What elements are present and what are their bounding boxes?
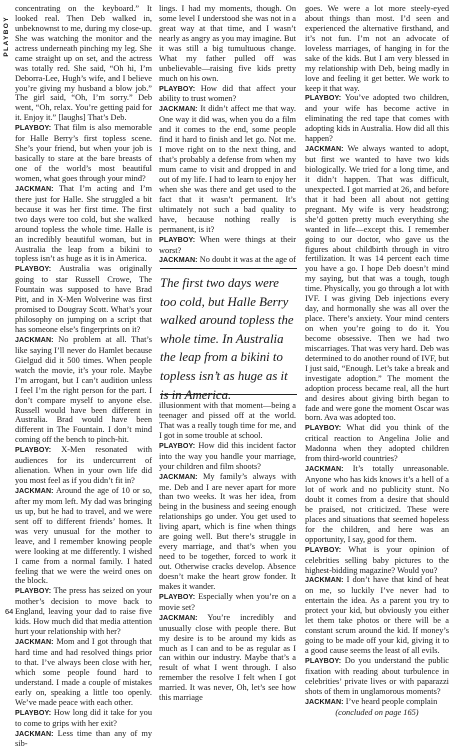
paragraph-text: I don’t have that kind of heat on me, so luckily I’ve never had to entertain the idea. As a parent you try to protect your kid, but obviously you either let them take photos or there will be a constant scrum around the kid. If money’s going to be made off your kid, giving it to a good cause seems the least of all evils. bbox=[305, 575, 449, 655]
interview-paragraph bbox=[15, 335, 152, 445]
speaker-label: JACKMAN: bbox=[159, 256, 198, 264]
speaker-label: PLAYBOY: bbox=[159, 593, 195, 601]
interview-paragraph bbox=[15, 184, 152, 265]
column-2-bottom-text bbox=[159, 401, 296, 703]
paragraph-text: It’s totally unreasonable. Anyone who has kids knows it’s a hell of a lot of work and no publicity stunt. No doubt it comes from a desire that should be praised, not criticized. These were places and situations that seemed hopeless for the children, and here was an opportunity, I say, good for them. bbox=[305, 464, 449, 544]
interview-paragraph bbox=[305, 464, 449, 545]
interview-paragraph bbox=[15, 637, 152, 708]
speaker-label: JACKMAN: bbox=[15, 487, 54, 495]
paragraph-text: That film is also memorable for Halle Berry’s first topless scene. She’s your friend, but when your job is basically to stare at the bare breasts of one of the world’s most beautiful women, what goes through your mind? bbox=[15, 123, 152, 183]
paragraph-text: No doubt it was at the age of bbox=[159, 255, 296, 264]
paragraph-text: No problem at all. That’s like saying I’ll never do Hamlet because Gielgud did it 500 times. When people watch the movie, it’s your role. Maybe I’m arrogant, but I can’t audition unless I feel I’m the right person for the part. I don’t compare myself to anyone else. Russell would have been different in Australia. Brad would have been different in The Fountain. I don’t mind coming off the bench to pinch-hit. bbox=[15, 335, 152, 444]
article-column-3 bbox=[305, 4, 449, 718]
interview-paragraph bbox=[15, 729, 152, 749]
speaker-label: PLAYBOY: bbox=[159, 236, 195, 244]
interview-paragraph bbox=[15, 708, 152, 729]
interview-paragraph bbox=[159, 472, 296, 592]
paragraph-text: Around the age of 10 or so, after my mom left. My dad was bringing us up, but he had to travel, and we were sent off to different friends’ homes. It was very unusual for the mother to leave, and I remember knowing people were looking at me differently. I wished I came from a normal family. I hated feeling that we were the weird ones on the block. bbox=[15, 486, 152, 585]
paragraph-text: What did you think of the critical reaction to Angelina Jolie and Madonna when they adopted children from third-world countries? bbox=[305, 423, 449, 463]
paragraph-text: The press has seized on your mother’s decision to move back to England, leaving your dad to raise five kids. How much did that media attention hurt your relationship with her? bbox=[15, 586, 152, 636]
speaker-label: JACKMAN: bbox=[15, 730, 54, 738]
interview-paragraph bbox=[15, 264, 152, 335]
speaker-label: PLAYBOY: bbox=[159, 442, 195, 450]
interview-paragraph bbox=[305, 423, 449, 464]
paragraph-text: Do you understand the public fixation with reading about turbulence in celebrities’ private lives or with paparazzi shots of them in unglamorous moments? bbox=[305, 656, 449, 696]
interview-paragraph bbox=[159, 255, 296, 264]
interview-paragraph bbox=[305, 656, 449, 697]
paragraph-text: Especially when you’re on a movie set? bbox=[159, 592, 296, 612]
interview-paragraph bbox=[15, 445, 152, 486]
speaker-label: PLAYBOY: bbox=[15, 709, 51, 717]
continued-note: (concluded on page 165) bbox=[305, 708, 449, 718]
interview-paragraph bbox=[15, 586, 152, 637]
paragraph-text: When were things at their worst? bbox=[159, 235, 296, 255]
paragraph-text: goes. We were a lot more steely-eyed about things than most. I’d seen and experienced the alternative firsthand, and it’s not fun. I’m not an advocate of loveless marriages, of hanging in for the sake of the kids. But I am very blessed in my relationship with Deb, being madly in love and feeling it get better. We work to keep it that way. bbox=[305, 4, 449, 93]
paragraph-text: How did this incident factor into the way you handle your marriage, your children and film shoots? bbox=[159, 441, 296, 471]
speaker-label: PLAYBOY: bbox=[15, 446, 51, 454]
interview-paragraph bbox=[305, 545, 449, 576]
speaker-label: PLAYBOY: bbox=[305, 424, 341, 432]
paragraph-text: What is your opinion of celebrities selling baby pictures to the highest-bidding magazine? Would you? bbox=[305, 545, 449, 575]
speaker-label: JACKMAN: bbox=[159, 105, 198, 113]
speaker-label: JACKMAN: bbox=[305, 698, 344, 706]
speaker-label: PLAYBOY: bbox=[305, 546, 341, 554]
paragraph-text: We always wanted to adopt, but first we wanted to have two kids biologically. We tried for a long time, and it didn’t happen. That was difficult, unexpected. I got married at 26, and before that it had been all about not getting pregnant. My wife is very headstrong; she’d gotten pretty much everything she wanted in life—except this. I remember going to our doctor, who gave us the figures about childbirth through in vitro fertilization. It was 14 percent each time you have a go. I hope Deb doesn’t mind my saying, but that was a tough, tough time. Physically, you go through a lot with IVF. I was giving Deb injections every day, and hormonally she was all over the place. There’s anxiety. Your mind centers on when you’re going to do it. You become obsessive. Then we had two miscarriages. That was very hard. Deb was determined to do another round of IVF, but I just said, “Enough. Let’s take a break and investigate adoption.” The moment the adoption process became real, all the hurt and desires about giving birth began to fade and were gone the moment Oscar was born. Ava was adopted too. bbox=[305, 144, 449, 422]
page-number: 64 bbox=[5, 607, 13, 616]
speaker-label: JACKMAN: bbox=[305, 145, 344, 153]
paragraph-text: That I’m acting and I’m there just for Halle. She struggled a bit because it was her first time. The first two days were too cold, but she walked around topless the whole time. Halle is an incredibly beautiful woman, but in Australia the leap from a bikini to topless isn’t as huge as it is in America. bbox=[15, 184, 152, 264]
interview-paragraph bbox=[159, 401, 296, 441]
interview-paragraph bbox=[15, 486, 152, 586]
speaker-label: JACKMAN: bbox=[15, 336, 54, 344]
interview-paragraph bbox=[159, 104, 296, 234]
speaker-label: PLAYBOY: bbox=[15, 587, 51, 595]
paragraph-text: lings. I had my moments, though. On some level I understood she was not in a great way at that time, and I wasn’t nearly as angry as you may imagine. But it was still a big tumultuous change. What my father pulled off was unbelievable—raising five kids pretty much on his own. bbox=[159, 4, 296, 83]
interview-paragraph bbox=[159, 235, 296, 256]
interview-paragraph bbox=[159, 592, 296, 613]
paragraph-text: Less time than any of my sib- bbox=[15, 729, 152, 749]
column-2-top-text bbox=[159, 4, 296, 264]
paragraph-text: Australia was originally going to star Russell Crowe, The Fountain was supposed to have Brad Pitt, and in X-Men Wolverine was first promised to Dougray Scott. What’s your philosophy on jumping on a script that has someone else’s fingerprints on it? bbox=[15, 264, 152, 334]
paragraph-text: Mom and I got through that hard time and had resolved things prior to that. I’ve always been close with her, which some people found hard to understand. I made a couple of mistakes early on, speaking a little too openly. We’ve made peace with each other. bbox=[15, 637, 152, 707]
interview-paragraph bbox=[305, 4, 449, 93]
paragraph-text: It didn’t affect me that way. One way it did was, when you do a film and it comes to the end, some people find it hard to finish and let go. Not me. I move right on to the next thing, and that’s probably a defense from when my mum came to visit and dropped in and out of my life. I had to learn to enjoy her when she was there and get used to the fact that it wasn’t permanent. It’s ultimately not such a bad quality to have, because nothing really is permanent, is it? bbox=[159, 104, 296, 233]
interview-paragraph bbox=[305, 93, 449, 144]
interview-paragraph bbox=[159, 613, 296, 703]
paragraph-text: My family’s always with me. Deb and I are never apart for more than two weeks. It was her idea, from being in the business and seeing enough relationships go under. You get used to living apart, which is fine when things are going well. But there’s struggle in every marriage, and that’s when you need to be together, forced to work it out. Otherwise cracks develop. Absence doesn’t make the heart grow fonder. It makes it wander. bbox=[159, 472, 296, 591]
paragraph-text: You’re incredibly and unusually close with people there. But my desire is to be around my kids as much as I can and to be as regular as I can within our industry. Maybe that’s a result of what I went through. I also remember the resolve I felt when I got married. It was never, Oh, let’s see how this marriage bbox=[159, 613, 296, 703]
speaker-label: JACKMAN: bbox=[305, 576, 344, 584]
magazine-sidebar-mark: PLAYBOY bbox=[3, 16, 10, 57]
speaker-label: PLAYBOY: bbox=[15, 124, 51, 132]
paragraph-text: I’ve heard people complain bbox=[344, 697, 438, 706]
speaker-label: PLAYBOY: bbox=[305, 657, 341, 665]
paragraph-text: illusionment with that moment—being a teenager and pissed off at the world. That was a really tough time for me, and I got in some trouble at school. bbox=[159, 401, 296, 440]
speaker-label: JACKMAN: bbox=[305, 465, 344, 473]
interview-paragraph bbox=[305, 575, 449, 656]
interview-paragraph bbox=[15, 4, 152, 123]
interview-paragraph bbox=[15, 123, 152, 184]
pull-quote: The first two days were too cold, but Halle Berry walked around topless the whole time. In Australia the leap from a bikini to topless isn’t as huge as it is in America. bbox=[160, 268, 297, 395]
speaker-label: JACKMAN: bbox=[159, 473, 198, 481]
interview-paragraph bbox=[159, 4, 296, 84]
speaker-label: JACKMAN: bbox=[15, 185, 54, 193]
speaker-label: JACKMAN: bbox=[15, 638, 54, 646]
speaker-label: PLAYBOY: bbox=[15, 265, 51, 273]
article-column-1 bbox=[15, 4, 152, 749]
interview-paragraph bbox=[305, 697, 449, 708]
paragraph-text: How long did it take for you to come to grips with her exit? bbox=[15, 708, 152, 728]
paragraph-text: concentrating on the keyboard.” It looked real. Then Deb walked in, unbeknownst to me, during my close-up. She was watching the monitor and the actress underneath pinching my leg. She came straight up on set, and the actress was totally red. She said, “Oh hi, I’m Deborra-Lee, Hugh’s wife, and I believe you’re giving my husband a blow job.” The girl said, “Oh, I’m sorry.” Deb went, “Oh, relax. You’re getting paid for it. Enjoy it.” [laughs] That’s Deb. bbox=[15, 4, 152, 122]
paragraph-text: You’ve adopted two children, and your wife has become active in eliminating the red tape that comes with adopting kids in Australia. How did all this happen? bbox=[305, 93, 449, 143]
interview-paragraph bbox=[159, 84, 296, 105]
paragraph-text: How did that affect your ability to trust women? bbox=[159, 84, 296, 104]
interview-paragraph bbox=[159, 441, 296, 472]
speaker-label: PLAYBOY: bbox=[305, 94, 341, 102]
speaker-label: PLAYBOY: bbox=[159, 85, 195, 93]
paragraph-text: X-Men resonated with audiences for its undercurrent of alienation. When in your own life did you most feel as if you didn’t fit in? bbox=[15, 445, 152, 485]
speaker-label: JACKMAN: bbox=[159, 614, 198, 622]
interview-paragraph bbox=[305, 144, 449, 423]
